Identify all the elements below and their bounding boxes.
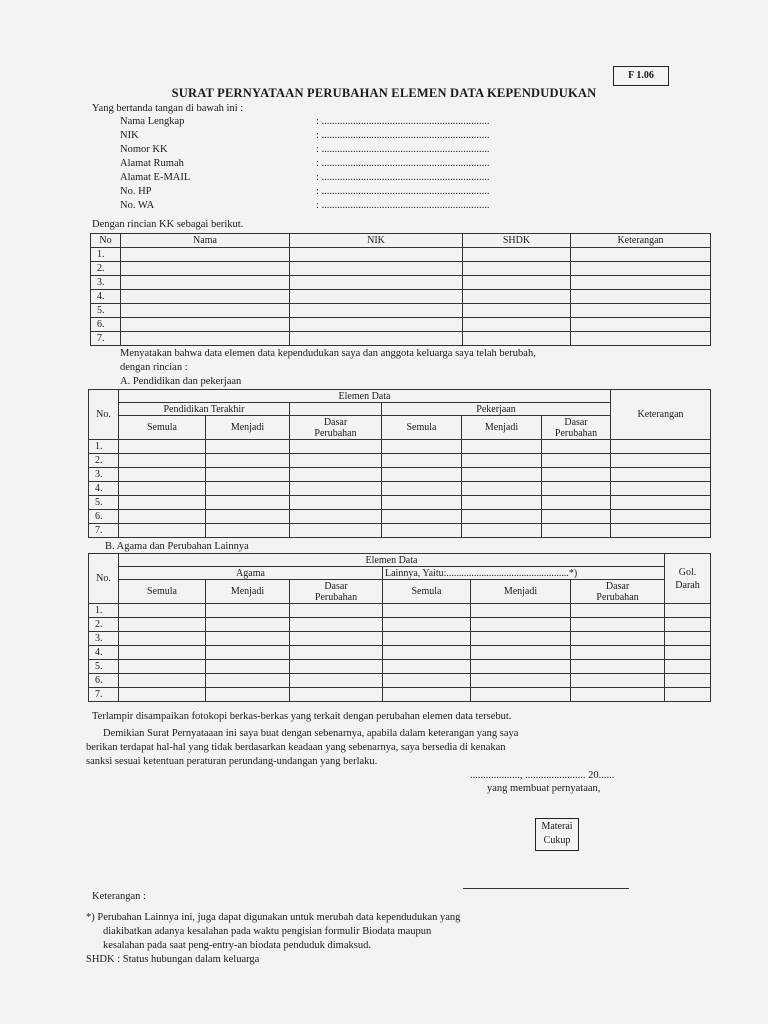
col-header-pekerjaan: Pekerjaan [382, 403, 611, 416]
col-header-perubahan: Perubahan [314, 427, 357, 439]
row-number: 7. [89, 688, 119, 702]
col-header-no: No. [89, 554, 119, 604]
field-row [120, 171, 520, 185]
section-a-title: A. Pendidikan dan pekerjaan [120, 376, 242, 387]
closing-line-3: sanksi sesuai ketentuan peraturan perundang-undangan yang berlaku. [86, 756, 378, 767]
row-number: 6. [91, 318, 121, 332]
note-1-line-3: kesalahan pada saat peng-entry-an biodata penduduk dimaksud. [103, 940, 371, 951]
field-row [120, 115, 520, 129]
table-row [91, 262, 711, 276]
field-value[interactable]: : ................................................................ [316, 130, 490, 141]
table-row [89, 496, 711, 510]
col-header-perubahan: Perubahan [554, 427, 598, 439]
table-row [89, 510, 711, 524]
field-row [120, 157, 520, 171]
table-row [89, 604, 711, 618]
statement-line-1: Menyatakan bahwa data elemen data kependudukan saya dan anggota keluarga saya telah berubah, [120, 348, 536, 359]
date-line[interactable]: ..................., ....................... 20...... [470, 770, 615, 781]
col-header-menjadi: Menjadi [471, 580, 571, 604]
signer-label: yang membuat pernyataan, [487, 783, 601, 794]
field-value[interactable]: : ................................................................ [316, 144, 490, 155]
intro-text: Yang bertanda tangan di bawah ini : [92, 103, 244, 114]
row-number: 3. [89, 632, 119, 646]
field-row [120, 129, 520, 143]
row-number: 4. [89, 482, 119, 496]
materai-box [535, 818, 579, 851]
col-header-no: No. [89, 390, 119, 440]
field-label: Nomor KK [120, 144, 168, 155]
row-number: 1. [89, 440, 119, 454]
table-row [89, 688, 711, 702]
table-row [89, 440, 711, 454]
statement-line-2: dengan rincian : [120, 362, 188, 373]
closing-line-2: berikan terdapat hal-hal yang tidak berdasarkan keadaan yang sebenarnya, saya bersedia di kenakan [86, 742, 506, 753]
field-row [120, 185, 520, 199]
field-label: Alamat E-MAIL [120, 172, 191, 183]
col-header-darah: Darah [675, 579, 700, 591]
kk-intro: Dengan rincian KK sebagai berikut. [92, 219, 244, 230]
identity-fields [120, 115, 520, 213]
col-header-pendidikan: Pendidikan Terakhir [119, 403, 290, 416]
table-row [89, 660, 711, 674]
row-number: 5. [89, 496, 119, 510]
row-number: 7. [89, 524, 119, 538]
col-header-dasar: Dasar [605, 580, 630, 592]
materai-label: Materai [541, 821, 573, 832]
col-header-perubahan: Perubahan [596, 591, 639, 603]
table-row [91, 290, 711, 304]
table-row [89, 618, 711, 632]
note-2: SHDK : Status hubungan dalam keluarga [86, 954, 260, 965]
document-title: SURAT PERNYATAAN PERUBAHAN ELEMEN DATA KEPENDUDUKAN [171, 86, 597, 100]
table-row [91, 276, 711, 290]
field-label: Alamat Rumah [120, 158, 184, 169]
note-1-line-2: diakibatkan adanya kesalahan pada waktu pengisian formulir Biodata maupun [103, 926, 432, 937]
col-header-agama: Agama [119, 567, 383, 580]
col-header-semula: Semula [382, 416, 462, 440]
row-number: 7. [91, 332, 121, 346]
row-number: 3. [89, 468, 119, 482]
section-b-title: B. Agama dan Perubahan Lainnya [105, 541, 249, 552]
col-header-semula: Semula [119, 416, 206, 440]
field-label: No. WA [120, 200, 155, 211]
col-header: No [91, 234, 121, 248]
col-header-dasar: Dasar [564, 416, 588, 428]
row-number: 2. [89, 618, 119, 632]
kk-table [90, 233, 711, 346]
field-row [120, 143, 520, 157]
col-header-semula: Semula [383, 580, 471, 604]
col-header-menjadi: Menjadi [206, 580, 290, 604]
row-number: 6. [89, 674, 119, 688]
field-row [120, 199, 520, 213]
table-row [89, 468, 711, 482]
table-row [89, 646, 711, 660]
materai-label-2: Cukup [543, 835, 571, 846]
table-row [89, 482, 711, 496]
col-header-gol: Gol. [678, 566, 697, 578]
row-number: 2. [89, 454, 119, 468]
row-number: 1. [91, 248, 121, 262]
note-1-line-1: *) Perubahan Lainnya ini, juga dapat digunakan untuk merubah data kependudukan yang [86, 912, 461, 923]
field-label: NIK [120, 130, 139, 141]
col-header: Nama [121, 234, 290, 248]
table-row [89, 632, 711, 646]
notes-title: Keterangan : [92, 891, 146, 902]
col-header: SHDK [463, 234, 571, 248]
row-number: 5. [91, 304, 121, 318]
col-header: NIK [290, 234, 463, 248]
col-header-dasar: Dasar [324, 580, 348, 592]
field-value[interactable]: : ................................................................ [316, 200, 490, 211]
row-number: 1. [89, 604, 119, 618]
field-value[interactable]: : ................................................................ [316, 158, 490, 169]
col-header-dasar: Dasar [323, 416, 348, 428]
table-row [89, 524, 711, 538]
table-row [91, 304, 711, 318]
section-a-table [88, 389, 711, 538]
col-header-elemen: Elemen Data [119, 554, 665, 567]
field-value[interactable]: : ................................................................ [316, 186, 490, 197]
field-label: Nama Lengkap [120, 116, 185, 127]
field-value[interactable]: : ................................................................ [316, 116, 490, 127]
table-row [91, 248, 711, 262]
col-header: Keterangan [571, 234, 711, 248]
table-row [89, 454, 711, 468]
table-header-row [91, 234, 711, 248]
row-number: 6. [89, 510, 119, 524]
col-header-menjadi: Menjadi [206, 416, 290, 440]
row-number: 3. [91, 276, 121, 290]
closing-line-1: Demikian Surat Pernyataaan ini saya buat dengan sebenarnya, apabila dalam keterangan yang saya [103, 728, 519, 739]
section-b-table [88, 553, 711, 702]
attachment-note: Terlampir disampaikan fotokopi berkas-berkas yang terkait dengan perubahan elemen data tersebut. [92, 711, 512, 722]
field-label: No. HP [120, 186, 152, 197]
col-header-keterangan: Keterangan [611, 390, 711, 440]
row-number: 2. [91, 262, 121, 276]
field-value[interactable]: : ................................................................ [316, 172, 490, 183]
table-row [91, 332, 711, 346]
signature-line[interactable] [463, 888, 629, 889]
col-header-semula: Semula [119, 580, 206, 604]
col-header-menjadi: Menjadi [462, 416, 542, 440]
row-number: 4. [91, 290, 121, 304]
form-code: F 1.06 [613, 66, 669, 86]
row-number: 5. [89, 660, 119, 674]
col-header-elemen: Elemen Data [119, 390, 611, 403]
col-header-lainnya: Lainnya, Yaitu:.................................................*) [383, 567, 665, 580]
table-row [91, 318, 711, 332]
table-row [89, 674, 711, 688]
col-header-perubahan: Perubahan [314, 591, 358, 603]
row-number: 4. [89, 646, 119, 660]
